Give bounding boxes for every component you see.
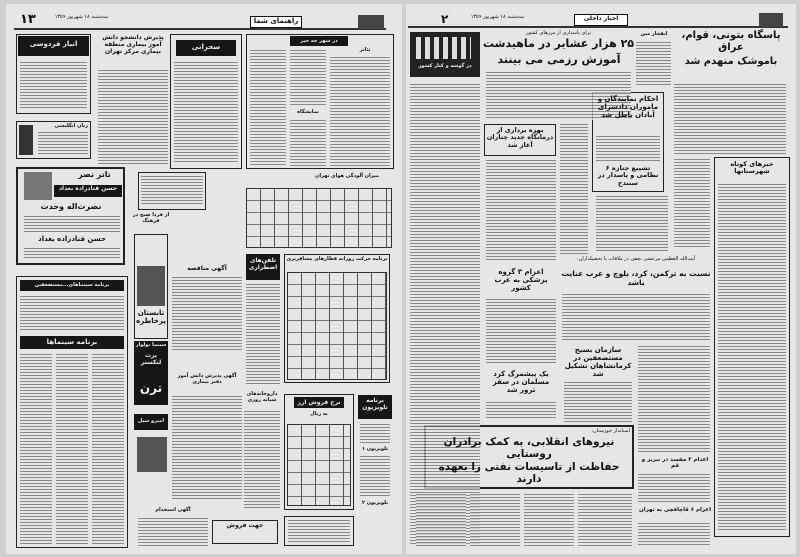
- iraq-headline: پاسگاه بتونی، قوام، عراق: [681, 30, 781, 53]
- iraq-text-2: [674, 159, 710, 247]
- city-news-col-1: [250, 50, 286, 166]
- nasr-text-2: [24, 248, 120, 260]
- peshmerga-text: [486, 402, 556, 420]
- english-logo-icon: [19, 125, 33, 155]
- english-title: زبان انگلیسی: [54, 123, 88, 129]
- person-photo: [137, 437, 167, 472]
- pharmacies-list: [244, 411, 280, 509]
- air-pollution-table: [246, 188, 392, 248]
- tv-title: [358, 395, 392, 419]
- admission-title: پذیرش دانشجو دانش آموز بیماری منطقه بیماری مرکز تهران: [102, 34, 164, 55]
- executions-headline: اعدام ۲ مفسد در تبریز و قم: [641, 457, 709, 470]
- main-kicker: برای پاسداری از مرزهای کشور: [526, 30, 591, 36]
- cinema-list-3: [56, 354, 88, 544]
- theater-label: تئاتر: [359, 47, 371, 53]
- basij-text: [564, 382, 632, 422]
- sahrani-title: سحرانی: [176, 40, 236, 56]
- emergency-phones-title: تلفن‌های اضطراری: [246, 254, 280, 280]
- amir-ad: امیرو سیل: [134, 414, 168, 430]
- newspaper-logo: [358, 15, 384, 29]
- middle-text: [560, 124, 588, 254]
- clinic-headline: بهره برداری از درمانگاه جدید چناران آغاز شد: [486, 126, 554, 149]
- poster-photo: [137, 266, 165, 306]
- sahrani-text: [174, 62, 238, 164]
- header-rule: [14, 28, 386, 30]
- funeral-headline: تشییع جنازه ۶ نظامی و پاسدار در سنندج: [597, 164, 659, 187]
- big-text-4: [578, 494, 632, 546]
- trains-table: [287, 272, 387, 380]
- air-pollution-title: میزان آلودگی هوای تهران: [315, 173, 379, 179]
- bar-graphic: [416, 37, 471, 59]
- main-headline: ۲۵ هزار عشایر در ماهیدشت: [483, 37, 634, 50]
- ferdowsi-text: [20, 62, 87, 110]
- nasr-text: [24, 216, 120, 232]
- clinic-text: [486, 160, 556, 260]
- smugglers-text: [638, 523, 710, 546]
- tv1-list: [360, 424, 390, 444]
- page-number: ۱۳: [20, 12, 36, 27]
- section-title: اخبار داخلی: [574, 14, 628, 26]
- bottom-ad-title: جهت فروش: [226, 522, 264, 529]
- currency-unit: به ریال: [310, 411, 328, 417]
- currency-table: [287, 424, 351, 506]
- admission-notice-text: [172, 396, 242, 501]
- exhibition-label: نمایشگاه: [297, 109, 319, 115]
- train-title: ترن: [139, 381, 163, 395]
- left-page: [6, 4, 402, 554]
- currency-title: نرخ فروش ارز: [294, 397, 344, 408]
- lancaster-title: برت لنکستر: [140, 352, 162, 366]
- basij-headline: سازمان بسیج مستضعفین در کرمانشاهان تشکیل شد: [564, 346, 632, 379]
- actor-photo: [24, 172, 52, 200]
- city-news-col-4: [330, 57, 390, 166]
- tender-title: آگهی مناقصه: [187, 265, 227, 272]
- tv2-label: تلویزیون ۲: [361, 500, 389, 506]
- mines-text: [636, 42, 671, 87]
- tv1-list-2: [360, 456, 390, 496]
- big-text-1: [416, 494, 466, 546]
- right-page: [406, 4, 796, 554]
- medical-text: [486, 299, 556, 364]
- admission-notice-title: آگهی پذیرش دانش آموز دفتر بیماری: [177, 373, 237, 385]
- english-text: [38, 132, 88, 155]
- boulevard-title: سینما بولوار: [135, 342, 167, 348]
- short-news-text: [718, 184, 786, 532]
- nasr-name-1: حسن قنادزاده بغداد: [54, 185, 122, 197]
- tender-text: [172, 277, 242, 351]
- newspaper-logo: [759, 13, 783, 27]
- cinema-list-1: [20, 296, 124, 331]
- trains-title: برنامه حرکت روزانه قطارهای مسافربری: [286, 256, 388, 262]
- employment-text: [138, 518, 208, 548]
- main-headline-2: آموزش رزمی می بینند: [497, 53, 621, 66]
- cinemas-header: برنامه سینماها: [20, 336, 124, 349]
- pharmacies-title: داروخانه‌های شبانه روزی: [246, 391, 278, 403]
- medical-headline: اعزام ۳ گروه پزشکی به غرب کشور: [494, 268, 548, 293]
- city-news-col-3: [290, 120, 326, 166]
- ethnic-headline: نسبت به ترکمن، کرد، بلوچ و عرب عنایت باشد: [561, 269, 711, 287]
- short-news-title: خبرهای کوتاه شهرستانها: [730, 160, 774, 176]
- big-headline-2: حفاظت از تاسیسات نفتی را بعهده دارند: [438, 461, 620, 486]
- big-kicker: استاندار خوزستان:: [591, 428, 630, 434]
- section-title: راهنمای شما: [250, 16, 302, 28]
- nasr-name-2: نصرت‌اله وحدت: [40, 202, 102, 211]
- ferdowsi-title: انبار فردوسی: [18, 36, 89, 56]
- cinema-list-2: [20, 354, 52, 544]
- notice-text: [288, 520, 350, 542]
- tv1-label: تلویزیون ۱: [361, 446, 389, 452]
- tv-title-text: برنامه تلویزیون: [362, 397, 388, 411]
- top-notice-text: [141, 176, 203, 206]
- farhang-title: از فردا صبح در فرهنگ: [132, 212, 170, 224]
- verdicts-text: [596, 136, 660, 162]
- big-headline: نیروهای انقلابی، به کمک برادران روستایی: [443, 436, 615, 461]
- emergency-phones-list: [246, 284, 280, 384]
- mines-title: انفجار مین: [640, 31, 668, 37]
- big-text-3: [524, 494, 574, 546]
- funeral-text: [596, 196, 668, 252]
- iraq-headline-2: باموشک منهدم شد: [684, 56, 778, 67]
- employment-title: آگهی استخدام: [155, 507, 191, 513]
- city-news-col-2: [290, 50, 326, 106]
- page-number: ۲: [441, 12, 449, 26]
- page-date: سه‌شنبه ۱۸ شهریور ۱۳۵۹: [470, 14, 524, 20]
- summer-poster-title: تابستان پرخاطره: [136, 309, 166, 326]
- iraq-text: [674, 84, 786, 154]
- chart-box-caption: در گوشه و کنار کشور: [418, 63, 472, 69]
- peshmerga-headline: یک پیشمرگ کرد مسلمان در سقز ترور شد: [492, 370, 550, 395]
- nasr-theater-title: تاتر نصر: [78, 170, 111, 179]
- header-rule: [408, 26, 788, 28]
- city-news-title: در شهر چه خبر: [290, 36, 348, 46]
- ethnic-text: [562, 294, 710, 341]
- cinema-schedule-header: برنامه سینماهای...مستضعفین: [20, 280, 124, 291]
- ethnic-kicker: آیت‌الله العظمی مرعشی نجفی در ملاقات با تحصیلداران:: [576, 256, 696, 262]
- nasr-name-3: حسن قنادزاده بغداد: [38, 235, 106, 243]
- big-text-2: [470, 494, 520, 546]
- cinema-list-4: [92, 354, 124, 544]
- smugglers-headline: اعزام ۶ قاچاقچی به تهران: [639, 507, 711, 513]
- page-date: سه‌شنبه ۱۸ شهریور ۱۳۵۹: [54, 14, 108, 20]
- verdicts-headline: احکام نمایندگان و ماموران دادسرای آبادان باطل شد: [597, 95, 659, 120]
- admission-text: [98, 70, 168, 164]
- executions-text: [638, 474, 710, 504]
- ethnic-text-2: [638, 346, 710, 452]
